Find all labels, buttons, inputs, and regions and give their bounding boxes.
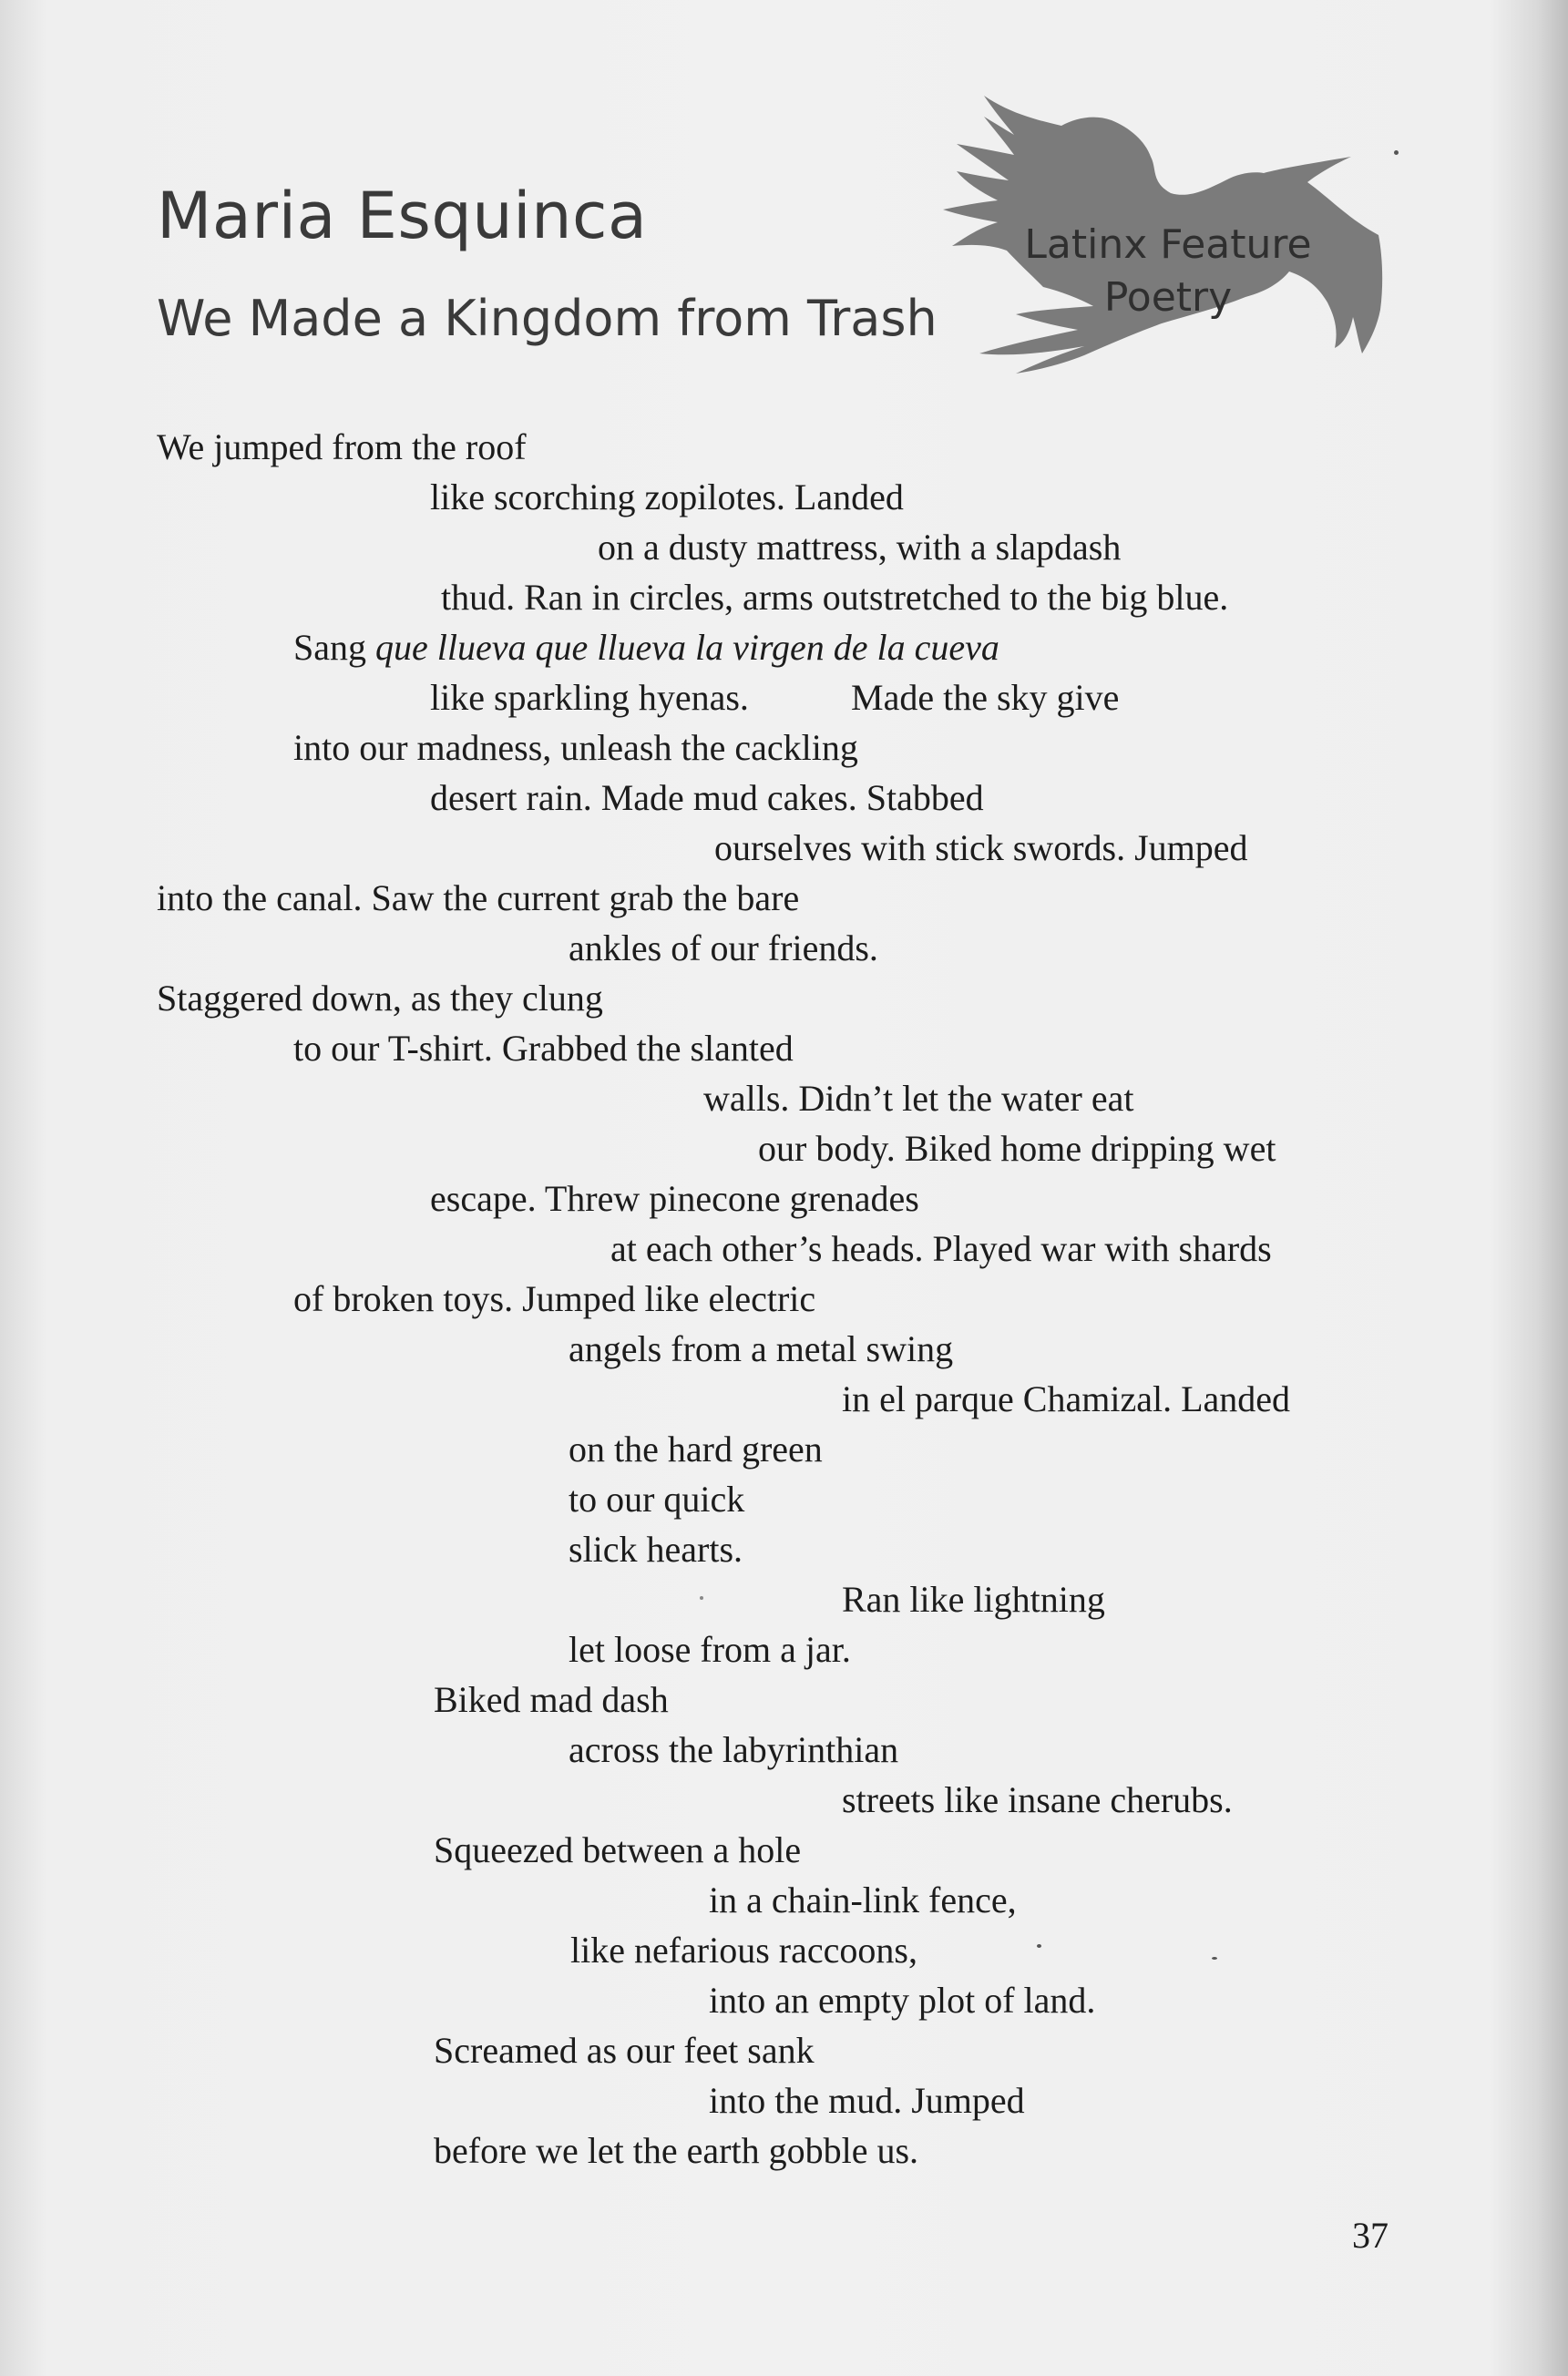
poem-line: into an empty plot of land. [709, 1980, 1096, 2021]
section-label [995, 219, 1341, 324]
poem-line: like sparkling hyenas. [430, 677, 749, 718]
italic-phrase: que llueva que llueva la virgen de la cueva [375, 627, 999, 668]
poem-line: desert rain. Made mud cakes. Stabbed [430, 777, 984, 818]
poem-line: Screamed as our feet sank [434, 2030, 815, 2071]
poem-line: Biked mad dash [434, 1679, 669, 1720]
poem-line: We jumped from the roof [157, 426, 527, 467]
poem-line: in a chain-link fence, [709, 1879, 1017, 1920]
paper-speck [1037, 1944, 1041, 1948]
poem-line: of broken toys. Jumped like electric [293, 1278, 816, 1319]
poem-line: like nefarious raccoons, [570, 1930, 917, 1971]
poem-line: to our quick [569, 1479, 745, 1520]
poem-line: into the canal. Saw the current grab the bare [157, 877, 800, 918]
poem-line: on the hard green [569, 1429, 823, 1470]
author-name: Maria Esquinca [157, 179, 648, 253]
poem-line: Made the sky give [851, 677, 1120, 718]
page-number: 37 [1352, 2215, 1389, 2256]
poem-line: walls. Didn’t let the water eat [703, 1078, 1134, 1119]
poem-line: across the labyrinthian [569, 1729, 899, 1770]
paper-speck [1212, 1957, 1217, 1960]
paper-speck [700, 1596, 703, 1600]
paper-speck [1394, 150, 1399, 155]
poem-line: at each other’s heads. Played war with shards [610, 1228, 1272, 1269]
section-label-line-2: Poetry [1103, 274, 1233, 321]
poem-line: on a dusty mattress, with a slapdash [598, 527, 1122, 568]
poem-line: Squeezed between a hole [434, 1829, 802, 1870]
poem-line: Ran like lightning [842, 1579, 1105, 1620]
poem-line: escape. Threw pinecone grenades [430, 1178, 919, 1219]
poem-line: like scorching zopilotes. Landed [430, 476, 904, 517]
poem-line: to our T-shirt. Grabbed the slanted [293, 1028, 794, 1069]
poem-line: let loose from a jar. [569, 1629, 851, 1670]
poem-line: streets like insane cherubs. [842, 1779, 1233, 1820]
poem-line: in el parque Chamizal. Landed [842, 1378, 1291, 1419]
section-label-line-1: Latinx Feature [1024, 221, 1312, 268]
poem-line: thud. Ran in circles, arms outstretched to the big blue. [441, 577, 1229, 618]
poem-line: angels from a metal swing [569, 1328, 954, 1369]
poem-line: Staggered down, as they clung [157, 978, 603, 1019]
poem-line: into our madness, unleash the cackling [293, 727, 858, 768]
poem-line: slick hearts. [569, 1529, 743, 1570]
poem-line: ankles of our friends. [569, 927, 878, 968]
poem-line: our body. Biked home dripping wet [758, 1128, 1276, 1169]
poem-title: We Made a Kingdom from Trash [157, 290, 938, 347]
poem-line-with-italic [293, 626, 999, 670]
poem-line: into the mud. Jumped [709, 2080, 1025, 2121]
poem-line: before we let the earth gobble us. [434, 2130, 919, 2171]
poem-line: ourselves with stick swords. Jumped [714, 827, 1248, 868]
poem-line-text: Sang [293, 627, 375, 668]
